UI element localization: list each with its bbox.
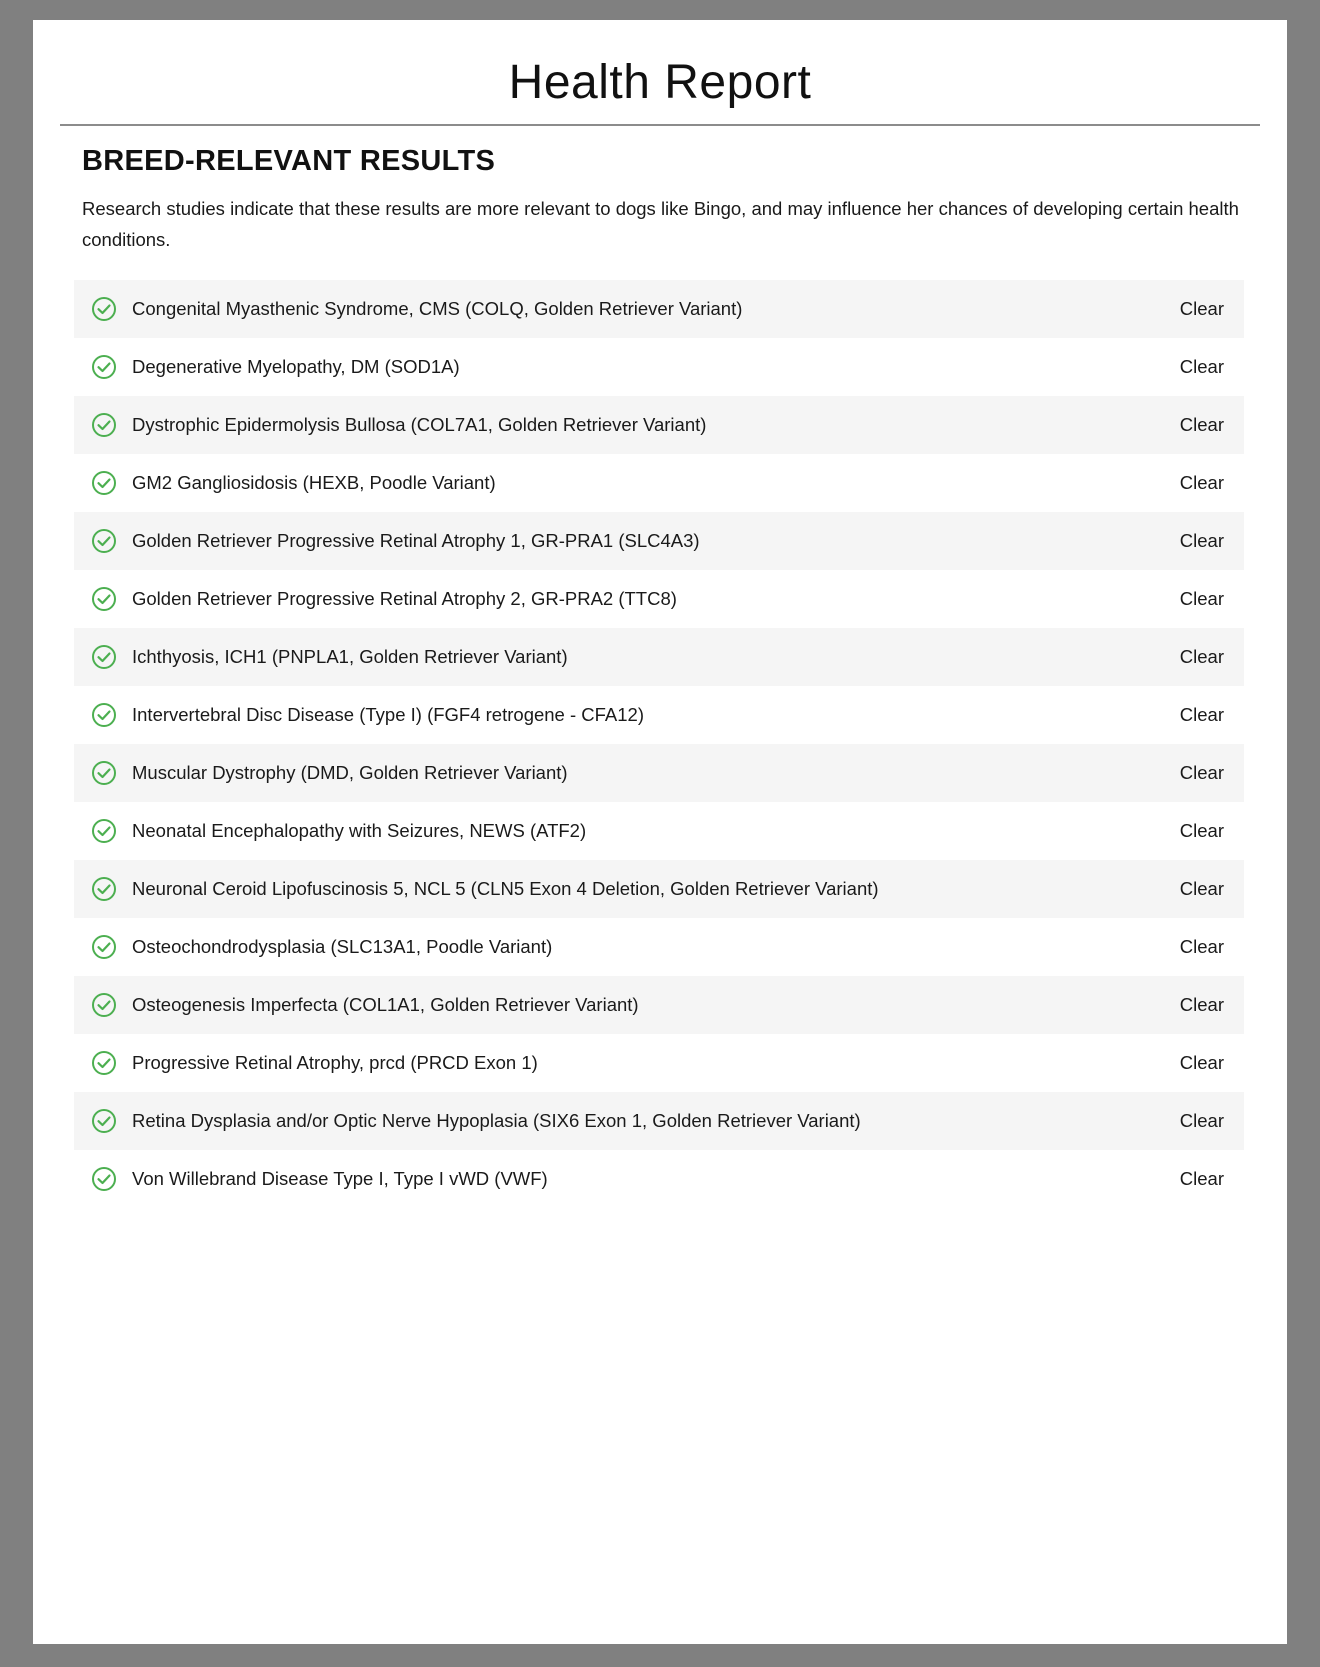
result-name: Progressive Retinal Atrophy, prcd (PRCD Exon 1) bbox=[132, 1052, 538, 1073]
check-circle-icon bbox=[91, 528, 117, 554]
result-name: Neuronal Ceroid Lipofuscinosis 5, NCL 5 (CLN5 Exon 4 Deletion, Golden Retriever Variant) bbox=[132, 878, 879, 899]
result-status: Clear bbox=[1179, 762, 1224, 783]
check-circle-icon bbox=[91, 818, 117, 844]
result-status: Clear bbox=[1179, 530, 1224, 551]
page-title: Health Report bbox=[508, 56, 812, 109]
result-name: GM2 Gangliosidosis (HEXB, Poodle Variant) bbox=[132, 472, 496, 493]
result-row bbox=[74, 860, 1244, 918]
check-circle-icon bbox=[91, 354, 117, 380]
result-status: Clear bbox=[1179, 820, 1224, 841]
result-row bbox=[74, 396, 1244, 454]
result-row bbox=[74, 512, 1244, 570]
result-row bbox=[74, 802, 1244, 860]
check-circle-icon bbox=[91, 296, 117, 322]
result-status: Clear bbox=[1179, 588, 1224, 609]
check-circle-icon bbox=[91, 876, 117, 902]
check-circle-icon bbox=[91, 586, 117, 612]
result-status: Clear bbox=[1179, 1110, 1224, 1131]
result-row bbox=[74, 976, 1244, 1034]
results-list bbox=[74, 280, 1244, 1208]
check-circle-icon bbox=[91, 1108, 117, 1134]
check-circle-icon bbox=[91, 1166, 117, 1192]
result-row bbox=[74, 744, 1244, 802]
result-name: Golden Retriever Progressive Retinal Atrophy 1, GR-PRA1 (SLC4A3) bbox=[132, 530, 700, 551]
title-divider bbox=[60, 124, 1260, 126]
result-status: Clear bbox=[1179, 704, 1224, 725]
result-name: Ichthyosis, ICH1 (PNPLA1, Golden Retriever Variant) bbox=[132, 646, 568, 667]
result-name: Osteogenesis Imperfecta (COL1A1, Golden Retriever Variant) bbox=[132, 994, 639, 1015]
check-circle-icon bbox=[91, 1050, 117, 1076]
result-status: Clear bbox=[1179, 472, 1224, 493]
result-name: Muscular Dystrophy (DMD, Golden Retriever Variant) bbox=[132, 762, 568, 783]
check-circle-icon bbox=[91, 934, 117, 960]
breed-relevant-section bbox=[82, 143, 1252, 255]
section-intro: Research studies indicate that these results are more relevant to dogs like Bingo, and may influence her chances of developing certain health conditions. bbox=[82, 198, 1239, 250]
result-name: Golden Retriever Progressive Retinal Atrophy 2, GR-PRA2 (TTC8) bbox=[132, 588, 677, 609]
check-circle-icon bbox=[91, 702, 117, 728]
check-circle-icon bbox=[91, 470, 117, 496]
result-status: Clear bbox=[1179, 1052, 1224, 1073]
check-circle-icon bbox=[91, 412, 117, 438]
result-row bbox=[74, 280, 1244, 338]
result-row bbox=[74, 454, 1244, 512]
result-status: Clear bbox=[1179, 936, 1224, 957]
result-name: Osteochondrodysplasia (SLC13A1, Poodle Variant) bbox=[132, 936, 553, 957]
result-name: Neonatal Encephalopathy with Seizures, NEWS (ATF2) bbox=[132, 820, 587, 841]
result-row bbox=[74, 570, 1244, 628]
result-row bbox=[74, 918, 1244, 976]
result-row bbox=[74, 1092, 1244, 1150]
result-row bbox=[74, 1150, 1244, 1208]
result-row bbox=[74, 686, 1244, 744]
report-page bbox=[33, 20, 1287, 1644]
result-status: Clear bbox=[1179, 646, 1224, 667]
check-circle-icon bbox=[91, 992, 117, 1018]
result-status: Clear bbox=[1179, 994, 1224, 1015]
result-status: Clear bbox=[1179, 1168, 1224, 1189]
result-row bbox=[74, 338, 1244, 396]
result-status: Clear bbox=[1179, 414, 1224, 435]
section-heading: BREED-RELEVANT RESULTS bbox=[82, 145, 496, 177]
check-circle-icon bbox=[91, 644, 117, 670]
result-name: Retina Dysplasia and/or Optic Nerve Hypoplasia (SIX6 Exon 1, Golden Retriever Variant) bbox=[132, 1110, 861, 1131]
result-name: Intervertebral Disc Disease (Type I) (FGF4 retrogene - CFA12) bbox=[132, 704, 645, 725]
check-circle-icon bbox=[91, 760, 117, 786]
result-status: Clear bbox=[1179, 878, 1224, 899]
result-name: Degenerative Myelopathy, DM (SOD1A) bbox=[132, 356, 460, 377]
result-row bbox=[74, 628, 1244, 686]
result-status: Clear bbox=[1179, 298, 1224, 319]
result-name: Von Willebrand Disease Type I, Type I vWD (VWF) bbox=[132, 1168, 548, 1189]
result-name: Congenital Myasthenic Syndrome, CMS (COLQ, Golden Retriever Variant) bbox=[132, 298, 743, 319]
result-status: Clear bbox=[1179, 356, 1224, 377]
result-row bbox=[74, 1034, 1244, 1092]
result-name: Dystrophic Epidermolysis Bullosa (COL7A1, Golden Retriever Variant) bbox=[132, 414, 707, 435]
